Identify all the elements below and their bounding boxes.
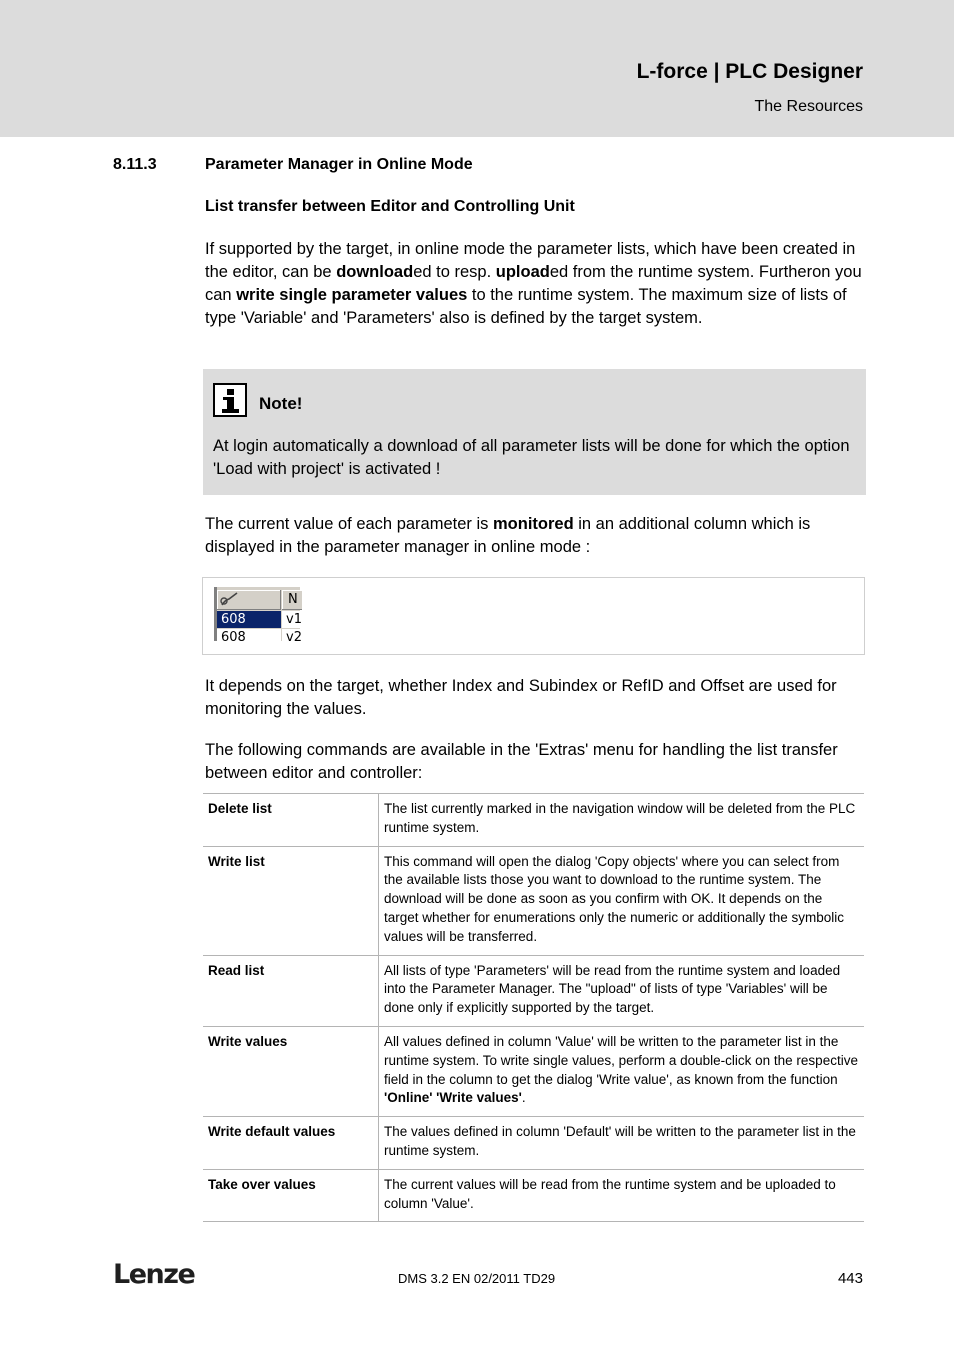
page-header [0,0,954,137]
section-title: Parameter Manager in Online Mode [205,156,473,173]
command-description: The values defined in column 'Default' will be written to the parameter list in the runtime system. [379,1117,865,1170]
command-name: Write list [203,846,379,955]
table-row [203,1026,864,1116]
commands-table [203,793,864,1222]
intro-paragraph: If supported by the target, in online mode the parameter lists, which have been created in the editor, can be downloaded to resp. uploaded from the runtime system. Furtheron you can write single parameter values to the runtime system. The maximum size of lists of type 'Variable' and 'Parameters' also is defined by the target system. [205,240,862,327]
command-description: This command will open the dialog 'Copy objects' where you can select from the available lists those you want to download to the runtime system. The download will be done as soon as you confirm with OK. It depends on the target whether for enumerations only the numeric or additionally the symbolic values will be transferred. [379,846,865,955]
table-row [203,794,864,847]
note-text: At login automatically a download of all parameter lists will be done for which the option 'Load with project' is activated ! [213,437,850,478]
row2-name-cell: v2 [282,629,302,646]
command-name: Write values [203,1026,379,1116]
command-description: All lists of type 'Parameters' will be read from the runtime system and loaded into the Parameter Manager. The "upload" of lists of type 'Variables' will be done only if explicitly supported by the target. [379,955,865,1026]
row1-name-cell: v1 [282,611,302,628]
command-description: All values defined in column 'Value' will be written to the parameter list in the runtime system. To write single values, perform a double-click on the respective field in the column to get the dialog 'Write value', as known from the function 'Online' 'Write values'. [379,1026,865,1116]
target-paragraph: It depends on the target, whether Index and Subindex or RefID and Offset are used for monitoring the values. [205,677,837,718]
table-row [203,1117,864,1170]
parameter-manager-screenshot [214,587,302,645]
table-row [203,955,864,1026]
monitoring-paragraph: The current value of each parameter is monitored in an additional column which is displayed in the parameter manager in online mode : [205,515,811,556]
monitor-glasses-icon [217,590,241,608]
command-name: Take over values [203,1169,379,1222]
document-id: DMS 3.2 EN 02/2011 TD29 [398,1271,556,1286]
monitor-column-header [217,590,281,610]
lenze-logo: Lenze [113,1259,195,1290]
table-row [203,846,864,955]
header-subtitle: The Resources [754,98,863,115]
row1-value-cell: 608 [217,611,281,628]
page-number: 443 [837,1270,863,1287]
section-number: 8.11.3 [113,156,157,173]
subheading: List transfer between Editor and Controlling Unit [205,198,575,215]
command-name: Delete list [203,794,379,847]
info-icon [213,383,247,417]
figure-frame [202,577,865,655]
command-name: Read list [203,955,379,1026]
header-title: L-force | PLC Designer [636,60,863,83]
command-name: Write default values [203,1117,379,1170]
table-row [203,1169,864,1222]
note-label: Note! [259,394,303,413]
command-description: The list currently marked in the navigation window will be deleted from the PLC runtime system. [379,794,865,847]
commands-intro-paragraph: The following commands are available in the 'Extras' menu for handling the list transfer between editor and controller: [205,741,838,782]
note-box [203,369,866,495]
row2-value-cell: 608 [217,629,281,646]
command-description: The current values will be read from the runtime system and be uploaded to column 'Value'. [379,1169,865,1222]
name-column-header: N [282,590,302,610]
